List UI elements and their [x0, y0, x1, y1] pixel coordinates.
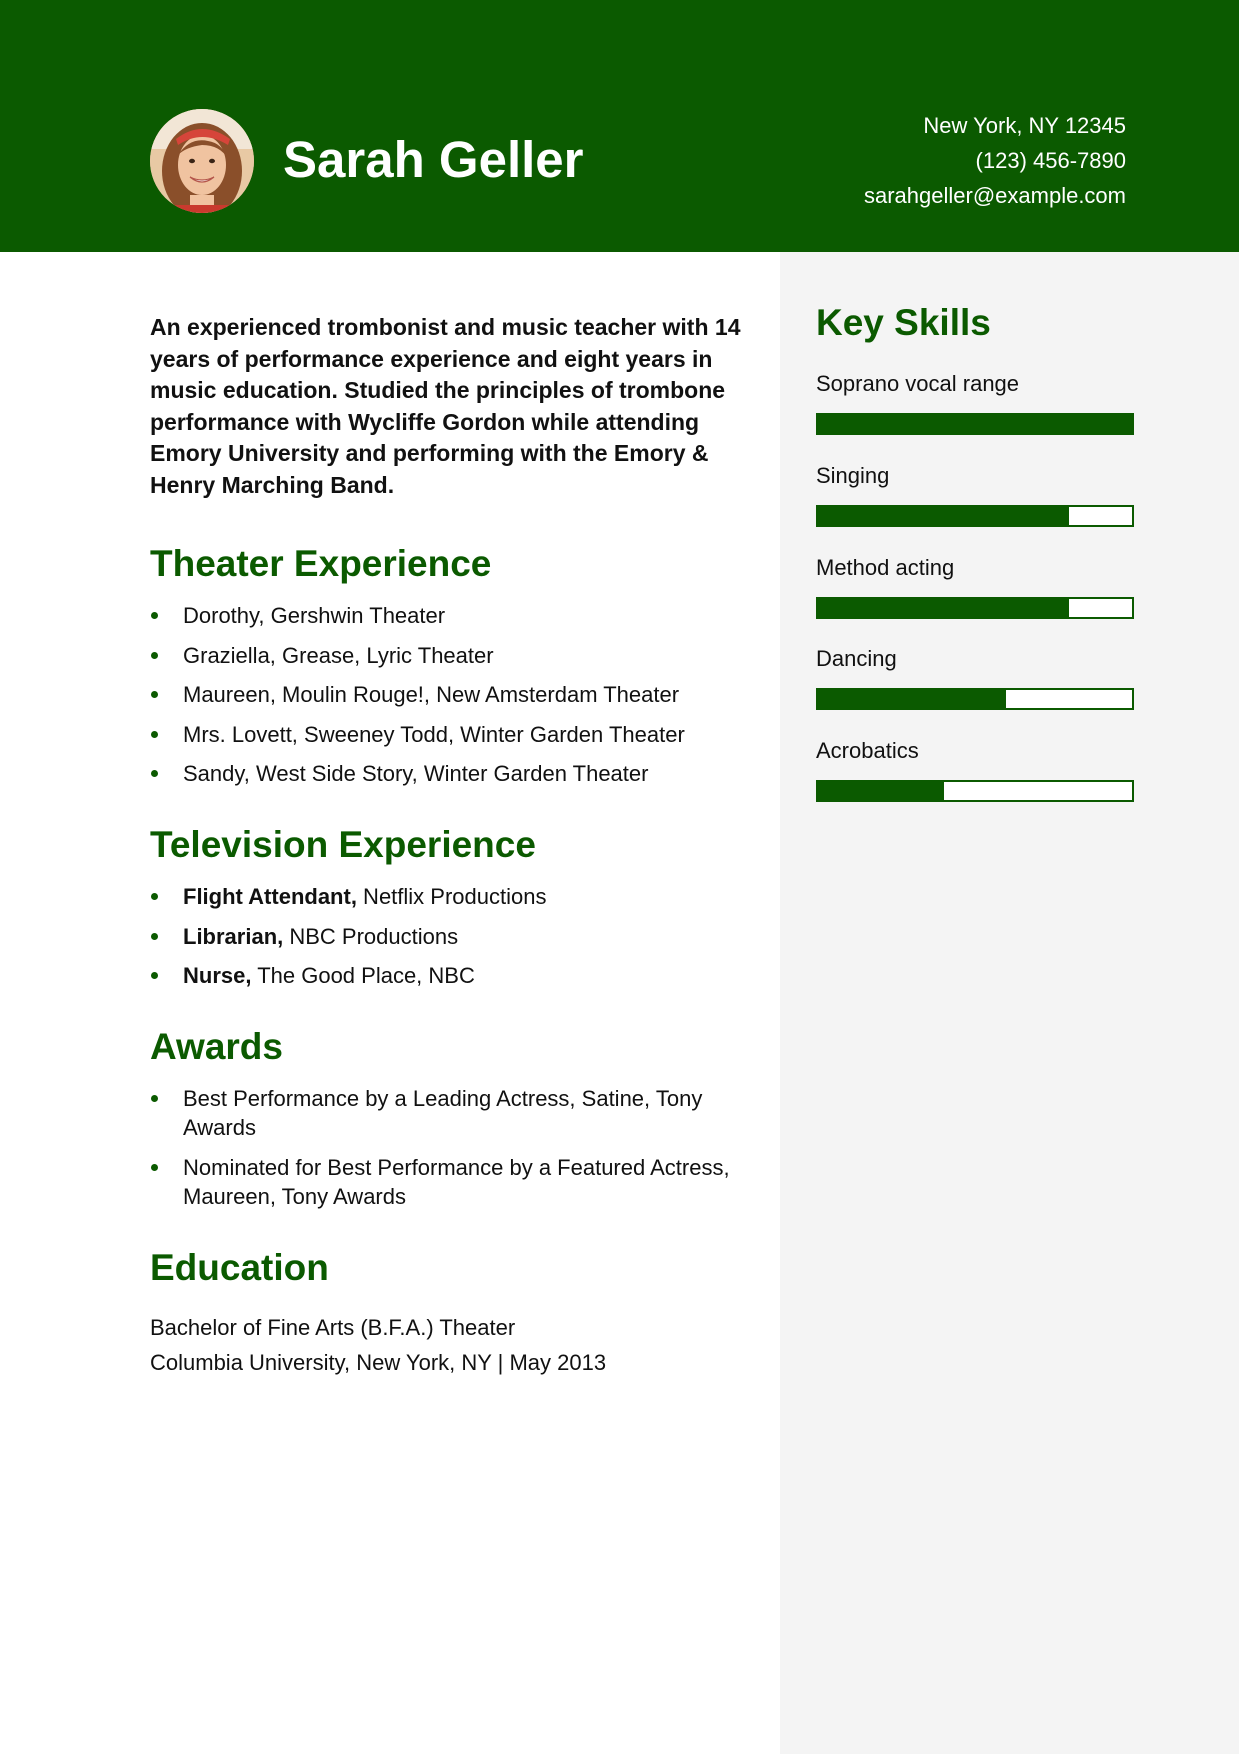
profile-photo [150, 109, 254, 213]
tv-role: Flight Attendant, [183, 884, 357, 909]
contact-phone: (123) 456-7890 [975, 148, 1126, 173]
contact-address: New York, NY 12345 [923, 113, 1126, 138]
summary-text: An experienced trombonist and music teacher with 14 years of performance experience and eight years in music education. Studied the principles of trombone performance with Wycliffe Gordon while attending Emory University and performing with the Emory & Henry Marching Band. [150, 314, 741, 498]
skill-bar-fill [818, 782, 944, 800]
award-text: Best Performance by a Leading Actress, Satine, Tony Awards [183, 1086, 703, 1140]
list-item [150, 1084, 750, 1142]
candidate-name: Sarah Geller [283, 131, 584, 188]
award-text: Nominated for Best Performance by a Featured Actress, Maureen, Tony Awards [183, 1155, 730, 1209]
skill-bar [816, 688, 1134, 710]
bullet-icon [151, 731, 158, 738]
skill-label: Singing [816, 463, 890, 488]
bullet-icon [151, 893, 158, 900]
tv-detail: Netflix Productions [356, 884, 547, 909]
bullet-icon [151, 770, 158, 777]
list-item [150, 680, 750, 709]
theater-section-title: Theater Experience [150, 543, 492, 584]
theater-role: Graziella, Grease, Lyric Theater [183, 642, 494, 668]
skill-bar-fill [818, 690, 1006, 708]
theater-role: Sandy, West Side Story, Winter Garden Theater [183, 761, 649, 786]
theater-role: Mrs. Lovett, Sweeney Todd, Winter Garden Theater [183, 721, 685, 747]
skill-label: Soprano vocal range [816, 371, 1020, 396]
list-item [150, 759, 750, 788]
tv-detail: NBC Productions [283, 923, 459, 949]
list-item [150, 1153, 750, 1211]
bullet-icon [151, 652, 158, 659]
skill-label: Dancing [816, 646, 897, 671]
tv-detail: The Good Place, NBC [251, 963, 475, 988]
skills-section-title: Key Skills [816, 302, 991, 343]
education-school: Columbia University, New York, NY | May 2013 [150, 1350, 607, 1375]
avatar [150, 109, 254, 213]
skill-bar [816, 597, 1134, 619]
list-item [150, 720, 750, 749]
education-block [150, 1310, 750, 1380]
skill-bar-fill [818, 415, 1132, 433]
main-column [150, 312, 750, 1380]
contact-email: sarahgeller@example.com [863, 183, 1126, 208]
television-list [150, 882, 750, 990]
skill-bar [816, 780, 1134, 802]
education-section-title: Education [150, 1247, 329, 1288]
bullet-icon [151, 1095, 158, 1102]
bullet-icon [151, 691, 158, 698]
skill-bar [816, 505, 1134, 527]
theater-list [150, 601, 750, 788]
list-item [150, 601, 750, 630]
theater-role: Maureen, Moulin Rouge!, New Amsterdam Theater [183, 682, 680, 707]
skill-label: Acrobatics [816, 738, 919, 763]
awards-section-title: Awards [150, 1026, 283, 1067]
skill-bar-fill [818, 507, 1069, 525]
list-item [150, 922, 750, 951]
contact-info [864, 108, 1126, 213]
list-item [150, 882, 750, 911]
television-section-title: Television Experience [150, 824, 536, 865]
education-degree: Bachelor of Fine Arts (B.F.A.) Theater [150, 1315, 516, 1340]
bullet-icon [151, 1164, 158, 1171]
bullet-icon [151, 933, 158, 940]
list-item [150, 641, 750, 670]
tv-role: Librarian, [183, 923, 284, 949]
skill-bar [816, 413, 1134, 435]
skill-label: Method acting [816, 555, 955, 580]
theater-role: Dorothy, Gershwin Theater [183, 603, 446, 628]
bullet-icon [151, 972, 158, 979]
list-item [150, 961, 750, 990]
skill-bar-fill [818, 599, 1069, 617]
awards-list [150, 1084, 750, 1211]
tv-role: Nurse, [183, 963, 252, 988]
bullet-icon [151, 612, 158, 619]
header-banner [0, 0, 1239, 252]
